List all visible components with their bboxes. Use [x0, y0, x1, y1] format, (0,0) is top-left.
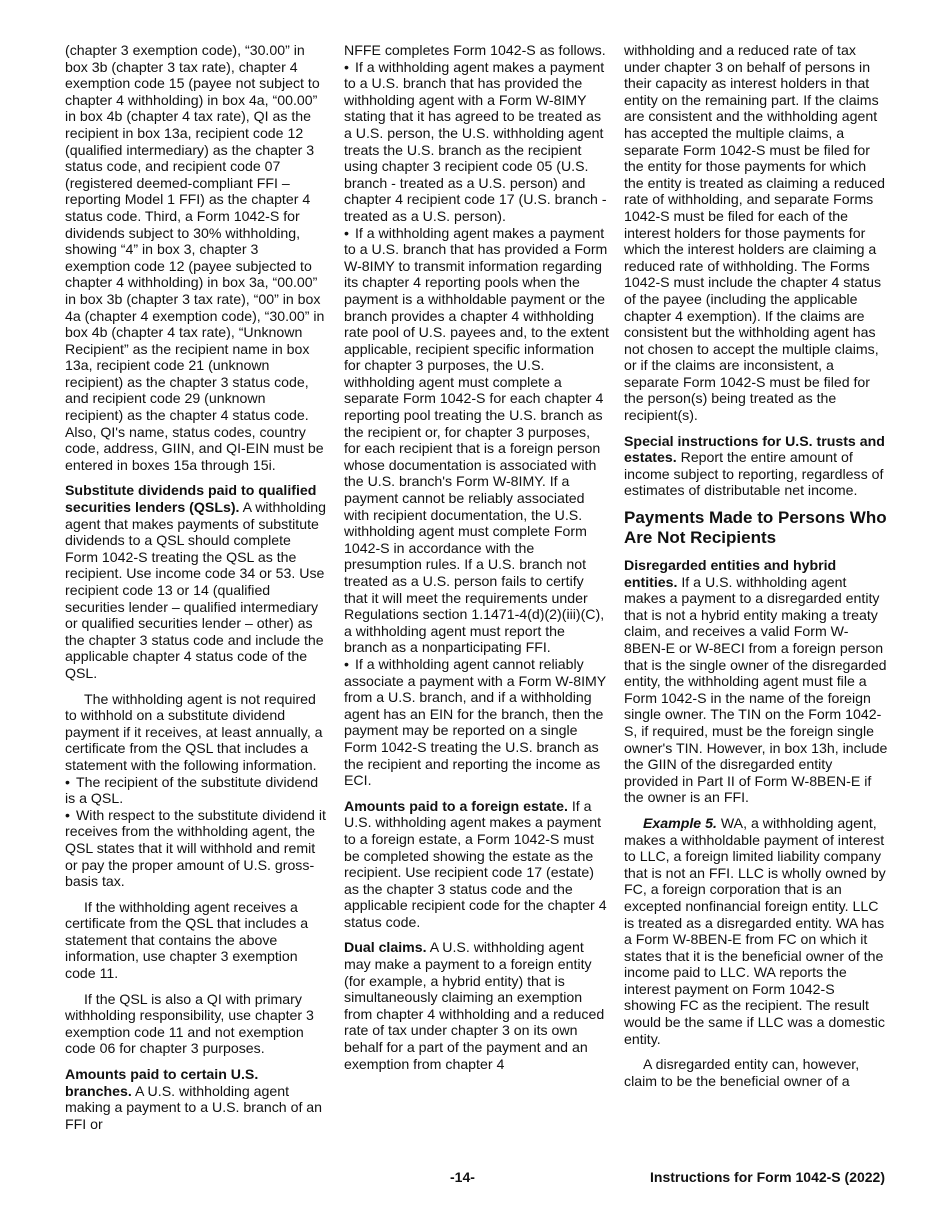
column-left [65, 42, 327, 1141]
bullet-item: • If a withholding agent makes a payment to a U.S. branch that has provided a Form W-8IMY to transmit information regarding its chapter 4 reporting pools when the payment is a withholdable payment or the branch provides a chapter 4 withholding rate pool of U.S. payees and, to the extent applicable, recipient specific information for chapter 3 purposes, the U.S. withholding agent must complete a separate Form 1042-S for each chapter 4 reporting pool treating the U.S. branch as the recipient or, for chapter 3 purposes, for each recipient that is a foreign person whose documentation is associated with the U.S. branch's Form W-8IMY. If a payment cannot be reliably associated with recipient documentation, the U.S. withholding agent must complete Form 1042-S in accordance with the presumption rules. If a U.S. branch not treated as a U.S. person fails to certify that it will meet the requirements under Regulations section 1.1471-4(d)(2)(iii)(C), a withholding agent must report the branch as a nonparticipating FFI. [344, 225, 610, 656]
paragraph-dual-claims [344, 939, 610, 1072]
run-in-heading: Substitute dividends paid to qualified securities lenders (QSLs). [65, 482, 317, 516]
paragraph-body: A withholding agent that makes payments of substitute dividends to a QSL should complete Form 1042-S treating the QSL as the recipient. Use income code 34 or 53. Use recipient code 13 or 14 (qualified securities lender – qualified intermediary or qualified securities lender – other) as the chapter 3 status code and include the applicable chapter 4 status code of the QSL. [65, 499, 326, 681]
paragraph-estate [344, 798, 610, 931]
paragraph-body: A U.S. withholding agent making a payment to a U.S. branch of an FFI or [65, 1082, 323, 1132]
run-in-heading: Amounts paid to certain U.S. branches. [65, 1066, 259, 1099]
paragraph-body: A U.S. withholding agent may make a payment to a foreign entity (for example, a hybrid entity) that is simultaneously claiming an exemption from chapter 4 withholding and a reduced rate of tax under chapter 3 on its own behalf for a part of the payment and an exemption from chapter 4 [344, 939, 605, 1072]
page-number: -14- [450, 1169, 475, 1185]
paragraph-body: Report the entire amount of income subject to reporting, regardless of estimates of distributable net income. [624, 449, 884, 499]
run-in-heading: Special instructions for U.S. trusts and estates. [624, 432, 885, 466]
section-heading: Payments Made to Persons Who Are Not Recipients [624, 508, 887, 548]
paragraph-trusts [624, 433, 888, 499]
run-in-heading: Disregarded entities and hybrid entities. [624, 557, 837, 590]
paragraph-body: WA, a withholding agent, makes a withholdable payment of interest to LLC, a foreign limited liability company that is not an FFI. LLC is wholly owned by FC, a foreign corporation that is an excepted nonfinancial foreign entity. LLC is treated as a disregarded entity. WA has a Form W-8BEN-E from FC on which it states that it is the beneficial owner of the income paid to LLC. WA reports the interest payment on Form 1042-S showing FC as the recipient. The result would be the same if LLC was a domestic entity. [624, 814, 886, 1047]
page-footer [0, 1169, 950, 1189]
bullet-item: • The recipient of the substitute dividend is a QSL. [65, 774, 327, 807]
bullet-item: • With respect to the substitute dividend it receives from the withholding agent, the QSL states that it will withhold and remit or pay the proper amount of U.S. gross-basis tax. [65, 807, 327, 890]
paragraph: (chapter 3 exemption code), “30.00” in box 3b (chapter 3 tax rate), chapter 4 exemption code 15 (payee not subject to chapter 4 withholding) in box 4a, “00.00” in box 4b (chapter 4 tax rate), QI as the recipient in box 13a, recipient code 12 (qualified intermediary) as the chapter 3 status code, and recipient code 07 (registered deemed-compliant FFI – reporting Model 1 FFI) as the chapter 4 status code. Third, a Form 1042-S for dividends subject to 30% withholding, showing “4” in box 3, chapter 3 exemption code 12 (payee subjected to chapter 4 withholding) in box 3a, “00.00” in box 3b (chapter 3 tax rate), “00” in box 4a (chapter 4 exemption code), “30.00” in box 4b (chapter 4 tax rate), “Unknown Recipient” as the recipient name in box 13a, recipient code 21 (unknown recipient) as the chapter 3 status code, and recipient code 29 (unknown recipient) as the chapter 4 status code. Also, QI's name, status codes, country code, address, GIIN, and QI-EIN must be entered in boxes 15a through 15i. [65, 42, 325, 473]
paragraph: NFFE completes Form 1042-S as follows. [344, 42, 606, 58]
column-middle [344, 42, 610, 1081]
paragraph: withholding and a reduced rate of tax under chapter 3 on behalf of persons in their capacity as interest holders in that entity on the remaining part. If the claims are consistent and the withholding agent has accepted the multiple claims, a separate Form 1042-S must be filed for the entity for those payments for which the entity is treated as claiming a reduced rate of withholding, and separate Forms 1042-S must be filed for each of the interest holders for those payments for which the interest holders are claiming a reduced rate of withholding. The Forms 1042-S must include the chapter 4 status of the payee (including the applicable chapter 4 exemption). If the claims are consistent but the withholding agent has not chosen to accept the multiple claims, or if the claims are inconsistent, a separate Form 1042-S must be filed for the person(s) being treated as the recipient(s). [624, 42, 885, 424]
paragraph-body: If a U.S. withholding agent makes a payment to a disregarded entity that is not a hybrid entity making a treaty claim, and receives a valid Form W-8BEN-E or W-8ECI from a foreign person that is the single owner of the disregarded entity, the withholding agent must file a Form 1042-S in the name of the foreign single owner. The TIN on the Form 1042-S, if required, must be the foreign single owner's TIN. However, in box 13h, include the GIIN of the disregarded entity provided in Part II of Form W-8BEN-E if the owner is an FFI. [624, 573, 888, 806]
paragraph: A disregarded entity can, however, claim to be the beneficial owner of a [624, 1056, 860, 1089]
paragraph-body: If a U.S. withholding agent makes a payment to a foreign estate, a Form 1042-S must be completed showing the estate as the recipient. Use recipient code 17 (estate) as the chapter 3 status code and the applicable recipient code for the chapter 4 status code. [344, 797, 607, 930]
column-right [624, 42, 888, 1098]
paragraph-example [624, 815, 888, 1047]
paragraph: If the QSL is also a QI with primary withholding responsibility, use chapter 3 exemption code 11 and not exemption code 06 for chapter 3 purposes. [65, 990, 314, 1057]
bullet-item: • If a withholding agent makes a payment to a U.S. branch that has provided the withholding agent with a Form W-8IMY stating that it has agreed to be treated as a U.S. person, the U.S. withholding agent treats the U.S. branch as the recipient using chapter 3 recipient code 05 (U.S. branch - treated as a U.S. person) and chapter 4 recipient code 17 (U.S. branch - treated as a U.S. person). [344, 59, 610, 225]
bullet-item: • If a withholding agent cannot reliably associate a payment with a Form W-8IMY from a U.S. branch, and if a withholding agent has an EIN for the branch, then the payment may be reported on a single Form 1042-S treating the U.S. branch as the recipient and reporting the income as ECI. [344, 656, 610, 789]
paragraph: If the withholding agent receives a certificate from the QSL that includes a statement that contains the above information, use chapter 3 exemption code 11. [65, 898, 309, 982]
run-in-heading: Dual claims. [344, 939, 427, 956]
form-title: Instructions for Form 1042-S (2022) [650, 1169, 885, 1185]
run-in-heading: Amounts paid to a foreign estate. [344, 797, 568, 814]
paragraph-disregarded [624, 557, 888, 806]
paragraph-branches [65, 1066, 327, 1132]
paragraph-qsl [65, 482, 327, 681]
paragraph: The withholding agent is not required to withhold on a substitute dividend payment if it receives, at least annually, a certificate from the QSL that includes a statement with the following information. [65, 690, 323, 773]
example-label: Example 5. [643, 814, 717, 831]
